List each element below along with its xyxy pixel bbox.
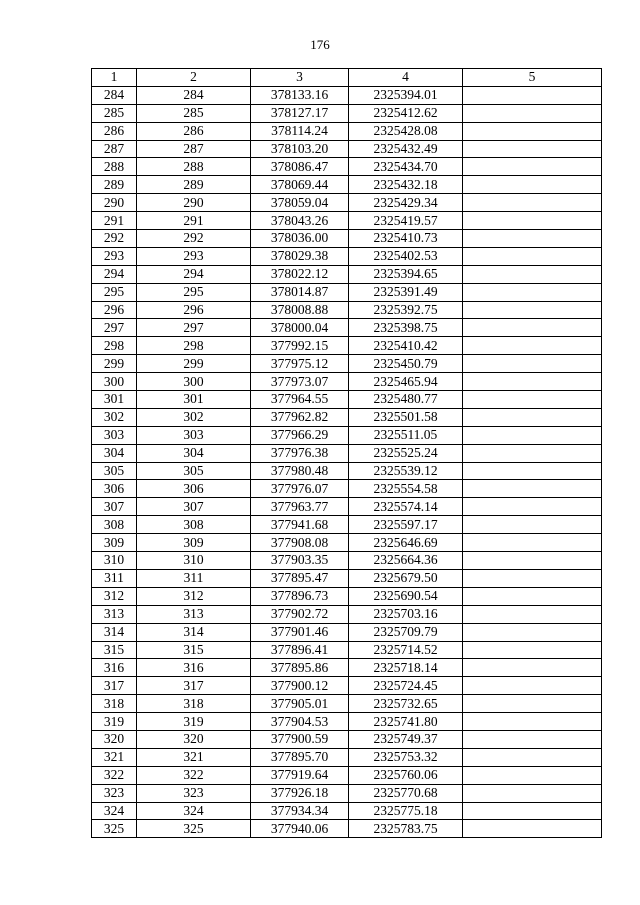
x-coordinate-cell: 378036.00 [251, 230, 349, 248]
table-row [92, 784, 602, 802]
point-id-cell: 302 [137, 408, 251, 426]
y-coordinate-cell: 2325412.62 [349, 104, 463, 122]
y-coordinate-cell: 2325480.77 [349, 391, 463, 409]
table-row [92, 462, 602, 480]
notes-cell [463, 158, 602, 176]
notes-cell [463, 623, 602, 641]
notes-cell [463, 301, 602, 319]
point-number-cell: 319 [92, 713, 137, 731]
table-row [92, 426, 602, 444]
point-id-cell: 286 [137, 122, 251, 140]
y-coordinate-cell: 2325554.58 [349, 480, 463, 498]
x-coordinate-cell: 377992.15 [251, 337, 349, 355]
notes-cell [463, 122, 602, 140]
point-number-cell: 317 [92, 677, 137, 695]
y-coordinate-cell: 2325394.01 [349, 86, 463, 104]
point-number-cell: 291 [92, 212, 137, 230]
point-number-cell: 293 [92, 247, 137, 265]
point-id-cell: 315 [137, 641, 251, 659]
table-row [92, 86, 602, 104]
notes-cell [463, 695, 602, 713]
notes-cell [463, 408, 602, 426]
point-id-cell: 300 [137, 373, 251, 391]
y-coordinate-cell: 2325434.70 [349, 158, 463, 176]
point-id-cell: 311 [137, 569, 251, 587]
notes-cell [463, 373, 602, 391]
point-number-cell: 287 [92, 140, 137, 158]
point-id-cell: 299 [137, 355, 251, 373]
point-number-cell: 309 [92, 534, 137, 552]
x-coordinate-cell: 378069.44 [251, 176, 349, 194]
notes-cell [463, 265, 602, 283]
notes-cell [463, 462, 602, 480]
point-id-cell: 313 [137, 605, 251, 623]
x-coordinate-cell: 377980.48 [251, 462, 349, 480]
y-coordinate-cell: 2325703.16 [349, 605, 463, 623]
notes-cell [463, 212, 602, 230]
y-coordinate-cell: 2325597.17 [349, 516, 463, 534]
y-coordinate-cell: 2325690.54 [349, 587, 463, 605]
table-row [92, 766, 602, 784]
x-coordinate-cell: 377905.01 [251, 695, 349, 713]
x-coordinate-cell: 377976.38 [251, 444, 349, 462]
table-row [92, 176, 602, 194]
point-number-cell: 292 [92, 230, 137, 248]
table-row [92, 480, 602, 498]
x-coordinate-cell: 377941.68 [251, 516, 349, 534]
table-row [92, 391, 602, 409]
point-id-cell: 324 [137, 802, 251, 820]
point-id-cell: 321 [137, 748, 251, 766]
y-coordinate-cell: 2325465.94 [349, 373, 463, 391]
point-id-cell: 293 [137, 247, 251, 265]
point-number-cell: 289 [92, 176, 137, 194]
table-row [92, 247, 602, 265]
y-coordinate-cell: 2325525.24 [349, 444, 463, 462]
x-coordinate-cell: 378008.88 [251, 301, 349, 319]
y-coordinate-cell: 2325432.18 [349, 176, 463, 194]
table-row [92, 516, 602, 534]
notes-cell [463, 820, 602, 838]
point-number-cell: 303 [92, 426, 137, 444]
table-row [92, 695, 602, 713]
point-id-cell: 309 [137, 534, 251, 552]
table-row [92, 230, 602, 248]
table-row [92, 408, 602, 426]
table-row [92, 623, 602, 641]
point-id-cell: 301 [137, 391, 251, 409]
point-number-cell: 284 [92, 86, 137, 104]
point-number-cell: 325 [92, 820, 137, 838]
point-id-cell: 297 [137, 319, 251, 337]
x-coordinate-cell: 377900.12 [251, 677, 349, 695]
y-coordinate-cell: 2325646.69 [349, 534, 463, 552]
table-body [92, 86, 602, 837]
point-id-cell: 290 [137, 194, 251, 212]
notes-cell [463, 713, 602, 731]
y-coordinate-cell: 2325664.36 [349, 552, 463, 570]
point-id-cell: 284 [137, 86, 251, 104]
y-coordinate-cell: 2325428.08 [349, 122, 463, 140]
y-coordinate-cell: 2325679.50 [349, 569, 463, 587]
column-header: 4 [349, 69, 463, 87]
table-row [92, 552, 602, 570]
table-row [92, 140, 602, 158]
x-coordinate-cell: 378086.47 [251, 158, 349, 176]
point-number-cell: 316 [92, 659, 137, 677]
notes-cell [463, 552, 602, 570]
y-coordinate-cell: 2325410.42 [349, 337, 463, 355]
point-number-cell: 315 [92, 641, 137, 659]
table-row [92, 659, 602, 677]
point-number-cell: 314 [92, 623, 137, 641]
x-coordinate-cell: 377973.07 [251, 373, 349, 391]
notes-cell [463, 748, 602, 766]
point-number-cell: 322 [92, 766, 137, 784]
point-number-cell: 300 [92, 373, 137, 391]
table-row [92, 122, 602, 140]
point-id-cell: 289 [137, 176, 251, 194]
y-coordinate-cell: 2325539.12 [349, 462, 463, 480]
table-row [92, 337, 602, 355]
point-number-cell: 311 [92, 569, 137, 587]
x-coordinate-cell: 377975.12 [251, 355, 349, 373]
point-id-cell: 292 [137, 230, 251, 248]
y-coordinate-cell: 2325429.34 [349, 194, 463, 212]
point-id-cell: 291 [137, 212, 251, 230]
table-header-row [92, 69, 602, 87]
notes-cell [463, 534, 602, 552]
x-coordinate-cell: 378000.04 [251, 319, 349, 337]
y-coordinate-cell: 2325741.80 [349, 713, 463, 731]
x-coordinate-cell: 377900.59 [251, 730, 349, 748]
x-coordinate-cell: 378114.24 [251, 122, 349, 140]
x-coordinate-cell: 378133.16 [251, 86, 349, 104]
point-number-cell: 305 [92, 462, 137, 480]
notes-cell [463, 784, 602, 802]
x-coordinate-cell: 377903.35 [251, 552, 349, 570]
notes-cell [463, 444, 602, 462]
table-row [92, 498, 602, 516]
point-id-cell: 307 [137, 498, 251, 516]
point-number-cell: 313 [92, 605, 137, 623]
notes-cell [463, 140, 602, 158]
y-coordinate-cell: 2325732.65 [349, 695, 463, 713]
point-number-cell: 308 [92, 516, 137, 534]
point-id-cell: 320 [137, 730, 251, 748]
notes-cell [463, 86, 602, 104]
table-row [92, 373, 602, 391]
x-coordinate-cell: 378103.20 [251, 140, 349, 158]
notes-cell [463, 194, 602, 212]
table-row [92, 534, 602, 552]
point-id-cell: 294 [137, 265, 251, 283]
column-header: 2 [137, 69, 251, 87]
point-number-cell: 302 [92, 408, 137, 426]
y-coordinate-cell: 2325419.57 [349, 212, 463, 230]
point-number-cell: 286 [92, 122, 137, 140]
notes-cell [463, 104, 602, 122]
notes-cell [463, 766, 602, 784]
y-coordinate-cell: 2325432.49 [349, 140, 463, 158]
table-row [92, 677, 602, 695]
x-coordinate-cell: 377976.07 [251, 480, 349, 498]
table-row [92, 569, 602, 587]
point-number-cell: 324 [92, 802, 137, 820]
notes-cell [463, 319, 602, 337]
point-number-cell: 323 [92, 784, 137, 802]
notes-cell [463, 247, 602, 265]
y-coordinate-cell: 2325394.65 [349, 265, 463, 283]
point-number-cell: 297 [92, 319, 137, 337]
table-row [92, 194, 602, 212]
point-number-cell: 307 [92, 498, 137, 516]
y-coordinate-cell: 2325410.73 [349, 230, 463, 248]
notes-cell [463, 337, 602, 355]
table-row [92, 301, 602, 319]
point-id-cell: 325 [137, 820, 251, 838]
point-id-cell: 317 [137, 677, 251, 695]
table-row [92, 212, 602, 230]
column-header: 3 [251, 69, 349, 87]
y-coordinate-cell: 2325391.49 [349, 283, 463, 301]
x-coordinate-cell: 378022.12 [251, 265, 349, 283]
point-id-cell: 323 [137, 784, 251, 802]
point-number-cell: 295 [92, 283, 137, 301]
x-coordinate-cell: 378029.38 [251, 247, 349, 265]
x-coordinate-cell: 378043.26 [251, 212, 349, 230]
page-number: 176 [310, 37, 330, 52]
x-coordinate-cell: 377908.08 [251, 534, 349, 552]
table-row [92, 319, 602, 337]
notes-cell [463, 605, 602, 623]
point-id-cell: 285 [137, 104, 251, 122]
point-id-cell: 295 [137, 283, 251, 301]
notes-cell [463, 230, 602, 248]
x-coordinate-cell: 377895.86 [251, 659, 349, 677]
point-number-cell: 285 [92, 104, 137, 122]
table-row [92, 605, 602, 623]
x-coordinate-cell: 378059.04 [251, 194, 349, 212]
x-coordinate-cell: 377934.34 [251, 802, 349, 820]
point-id-cell: 314 [137, 623, 251, 641]
table-row [92, 104, 602, 122]
y-coordinate-cell: 2325402.53 [349, 247, 463, 265]
point-number-cell: 318 [92, 695, 137, 713]
y-coordinate-cell: 2325511.05 [349, 426, 463, 444]
y-coordinate-cell: 2325753.32 [349, 748, 463, 766]
table-row [92, 641, 602, 659]
notes-cell [463, 569, 602, 587]
table-row [92, 730, 602, 748]
notes-cell [463, 355, 602, 373]
x-coordinate-cell: 377904.53 [251, 713, 349, 731]
notes-cell [463, 391, 602, 409]
y-coordinate-cell: 2325574.14 [349, 498, 463, 516]
x-coordinate-cell: 377926.18 [251, 784, 349, 802]
notes-cell [463, 516, 602, 534]
y-coordinate-cell: 2325398.75 [349, 319, 463, 337]
point-number-cell: 320 [92, 730, 137, 748]
y-coordinate-cell: 2325450.79 [349, 355, 463, 373]
table-row [92, 713, 602, 731]
y-coordinate-cell: 2325724.45 [349, 677, 463, 695]
x-coordinate-cell: 378127.17 [251, 104, 349, 122]
notes-cell [463, 426, 602, 444]
point-number-cell: 301 [92, 391, 137, 409]
x-coordinate-cell: 377962.82 [251, 408, 349, 426]
y-coordinate-cell: 2325709.79 [349, 623, 463, 641]
x-coordinate-cell: 377919.64 [251, 766, 349, 784]
table-row [92, 355, 602, 373]
point-number-cell: 290 [92, 194, 137, 212]
y-coordinate-cell: 2325714.52 [349, 641, 463, 659]
y-coordinate-cell: 2325501.58 [349, 408, 463, 426]
point-id-cell: 322 [137, 766, 251, 784]
column-header: 5 [463, 69, 602, 87]
point-id-cell: 305 [137, 462, 251, 480]
x-coordinate-cell: 377896.73 [251, 587, 349, 605]
point-number-cell: 299 [92, 355, 137, 373]
point-id-cell: 303 [137, 426, 251, 444]
point-id-cell: 312 [137, 587, 251, 605]
table-row [92, 444, 602, 462]
y-coordinate-cell: 2325392.75 [349, 301, 463, 319]
point-id-cell: 308 [137, 516, 251, 534]
x-coordinate-cell: 377896.41 [251, 641, 349, 659]
table-row [92, 587, 602, 605]
point-id-cell: 306 [137, 480, 251, 498]
coordinates-table [91, 68, 602, 838]
notes-cell [463, 802, 602, 820]
point-id-cell: 287 [137, 140, 251, 158]
x-coordinate-cell: 377895.47 [251, 569, 349, 587]
y-coordinate-cell: 2325749.37 [349, 730, 463, 748]
notes-cell [463, 498, 602, 516]
y-coordinate-cell: 2325770.68 [349, 784, 463, 802]
notes-cell [463, 283, 602, 301]
point-id-cell: 310 [137, 552, 251, 570]
notes-cell [463, 480, 602, 498]
y-coordinate-cell: 2325783.75 [349, 820, 463, 838]
x-coordinate-cell: 378014.87 [251, 283, 349, 301]
table-row [92, 802, 602, 820]
point-number-cell: 288 [92, 158, 137, 176]
table-row [92, 158, 602, 176]
x-coordinate-cell: 377963.77 [251, 498, 349, 516]
notes-cell [463, 176, 602, 194]
y-coordinate-cell: 2325775.18 [349, 802, 463, 820]
notes-cell [463, 730, 602, 748]
y-coordinate-cell: 2325760.06 [349, 766, 463, 784]
point-id-cell: 288 [137, 158, 251, 176]
table-row [92, 820, 602, 838]
point-number-cell: 296 [92, 301, 137, 319]
table-row [92, 283, 602, 301]
point-id-cell: 316 [137, 659, 251, 677]
point-number-cell: 312 [92, 587, 137, 605]
notes-cell [463, 641, 602, 659]
point-number-cell: 298 [92, 337, 137, 355]
point-id-cell: 296 [137, 301, 251, 319]
point-id-cell: 319 [137, 713, 251, 731]
x-coordinate-cell: 377902.72 [251, 605, 349, 623]
table-row [92, 748, 602, 766]
x-coordinate-cell: 377895.70 [251, 748, 349, 766]
x-coordinate-cell: 377966.29 [251, 426, 349, 444]
point-number-cell: 306 [92, 480, 137, 498]
point-number-cell: 310 [92, 552, 137, 570]
point-number-cell: 304 [92, 444, 137, 462]
point-id-cell: 318 [137, 695, 251, 713]
point-id-cell: 304 [137, 444, 251, 462]
table-row [92, 265, 602, 283]
notes-cell [463, 677, 602, 695]
point-number-cell: 321 [92, 748, 137, 766]
point-number-cell: 294 [92, 265, 137, 283]
column-header: 1 [92, 69, 137, 87]
x-coordinate-cell: 377940.06 [251, 820, 349, 838]
notes-cell [463, 587, 602, 605]
x-coordinate-cell: 377964.55 [251, 391, 349, 409]
y-coordinate-cell: 2325718.14 [349, 659, 463, 677]
x-coordinate-cell: 377901.46 [251, 623, 349, 641]
notes-cell [463, 659, 602, 677]
point-id-cell: 298 [137, 337, 251, 355]
